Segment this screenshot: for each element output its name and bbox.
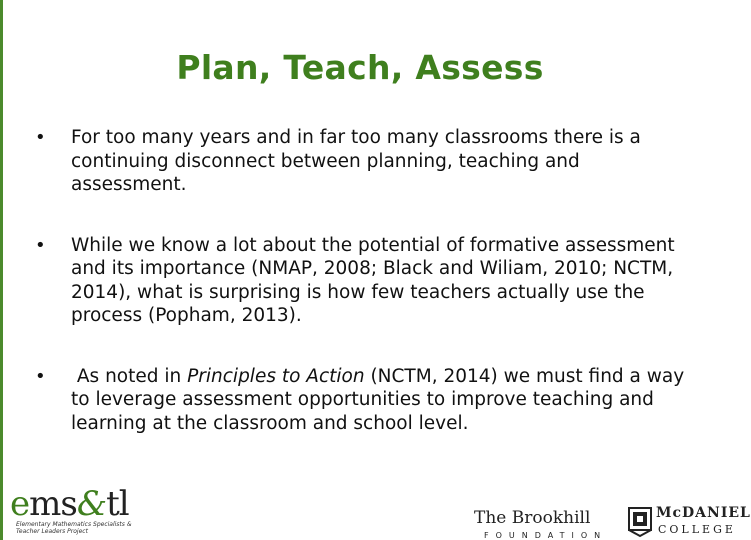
brookhill-foundation-logo [474, 508, 624, 538]
emstl-subtitle: Elementary Mathematics Specialists & Teacher Leaders Project [16, 521, 132, 535]
bullet-text-italic-title: Principles to Action [187, 365, 365, 387]
bullet-item [34, 365, 694, 436]
bullet-list [34, 126, 694, 435]
mcdaniel-subtitle: COLLEGE [658, 523, 736, 536]
emstl-letter-e: e [10, 484, 30, 524]
mcdaniel-name: McDANIEL [656, 505, 751, 521]
bullet-icon: • [35, 234, 46, 256]
emstl-ampersand: & [76, 484, 107, 524]
bullet-text: While we know a lot about the potential of formative assessment and its importance (NMAP, 2008; Black and Wiliam, 2010; NCTM, 2014), what is surprising is how few teachers actually use the process (Popham, 2013). [71, 234, 675, 326]
bullet-item [34, 234, 694, 328]
emstl-logo [10, 484, 150, 538]
bullet-icon: • [35, 127, 46, 148]
bullet-text-tail: (NCTM, 2014) we must find a way to leverage assessment opportunities to improve teaching and learning at the classroom and school level. [71, 365, 685, 434]
brookhill-subtitle: FOUNDATION [484, 531, 608, 540]
slide-title: Plan, Teach, Assess [176, 48, 544, 87]
bullet-item [34, 126, 694, 197]
mcdaniel-college-logo [628, 505, 751, 539]
emstl-wordmark [10, 484, 129, 524]
bullet-icon: • [35, 365, 46, 387]
mcdaniel-shield-icon [628, 507, 652, 537]
bullet-text: For too many years and in far too many classrooms there is a continuing disconnect between planning, teaching and assessment. [71, 127, 641, 195]
bullet-text-lead: As noted in [71, 365, 188, 387]
brookhill-name: The Brookhill [474, 508, 591, 528]
emstl-letters-ms: ms [29, 484, 77, 524]
emstl-letters-tl: tl [106, 484, 129, 524]
